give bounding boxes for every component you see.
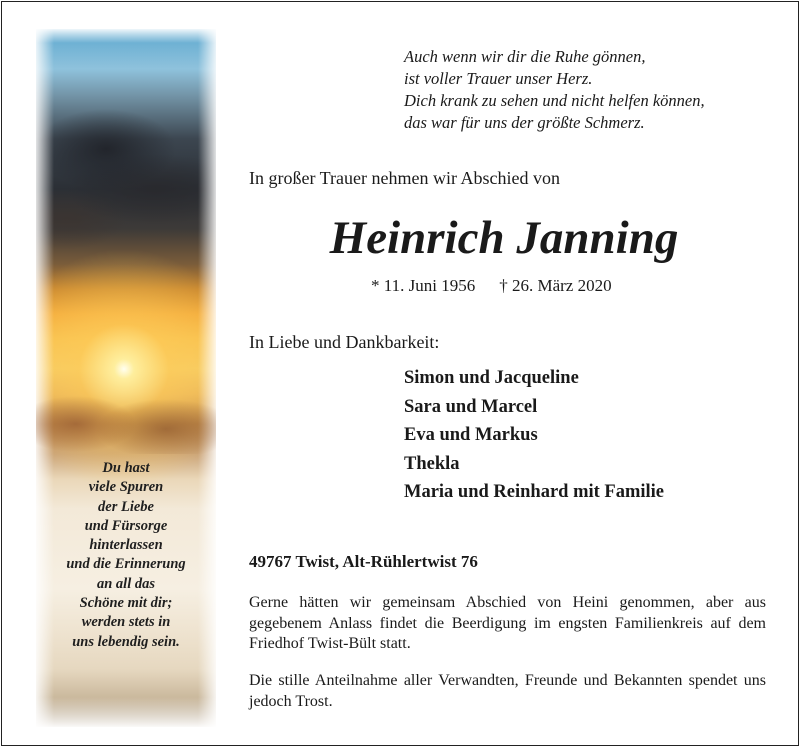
photo-fade [36,29,216,43]
poem-line: Auch wenn wir dir die Ruhe gönnen, [404,47,646,66]
verse-line: uns lebendig sein. [72,633,180,650]
family-member: Maria und Reinhard mit Familie [404,482,665,502]
poem [404,46,705,134]
address: 49767 Twist, Alt-Rühlertwist 76 [249,552,478,571]
sympathy-note: Die stille Anteilnahme aller Verwandten, Freunde und Bekannten spendet uns jedoch Trost. [249,672,766,710]
verse-line: Du hast [102,460,150,476]
photo-fade [36,697,216,727]
verse-line: und Fürsorge [84,517,168,534]
life-dates [371,276,612,296]
obituary-notice [1,1,799,746]
photo-verse [36,459,216,652]
sunset-photo [36,29,216,727]
poem-line: Dich krank zu sehen und nicht helfen können, [404,91,705,110]
deceased-name: Heinrich Janning [329,212,679,264]
verse-line: und die Erinnerung [66,556,186,573]
verse-line: Schöne mit dir; [79,595,173,612]
funeral-note: Gerne hätten wir gemeinsam Abschied von Heini genommen, aber aus gegebenem Anlass findet die Beerdigung im engsten Familienkreis auf dem Friedhof Twist-Bült statt. [249,594,766,652]
family-member: Simon und Jacqueline [404,368,579,388]
family-member: Thekla [404,453,460,474]
verse-line: an all das [96,575,155,592]
verse-line: werden stets in [81,614,171,631]
birth-date: * 11. Juni 1956 [371,276,476,295]
family-member: Eva und Markus [404,425,538,445]
death-date: † 26. März 2020 [499,276,612,295]
verse-line: der Liebe [98,498,154,515]
poem-line: das war für uns der größte Schmerz. [404,113,645,132]
family-list [404,364,664,507]
verse-line: hinterlassen [89,537,163,554]
thanks-heading: In Liebe und Dankbarkeit: [249,332,440,352]
poem-line: ist voller Trauer unser Herz. [404,69,593,88]
family-member: Sara und Marcel [404,396,538,417]
verse-line: viele Spuren [88,479,164,496]
intro-text: In großer Trauer nehmen wir Abschied von [249,168,560,188]
